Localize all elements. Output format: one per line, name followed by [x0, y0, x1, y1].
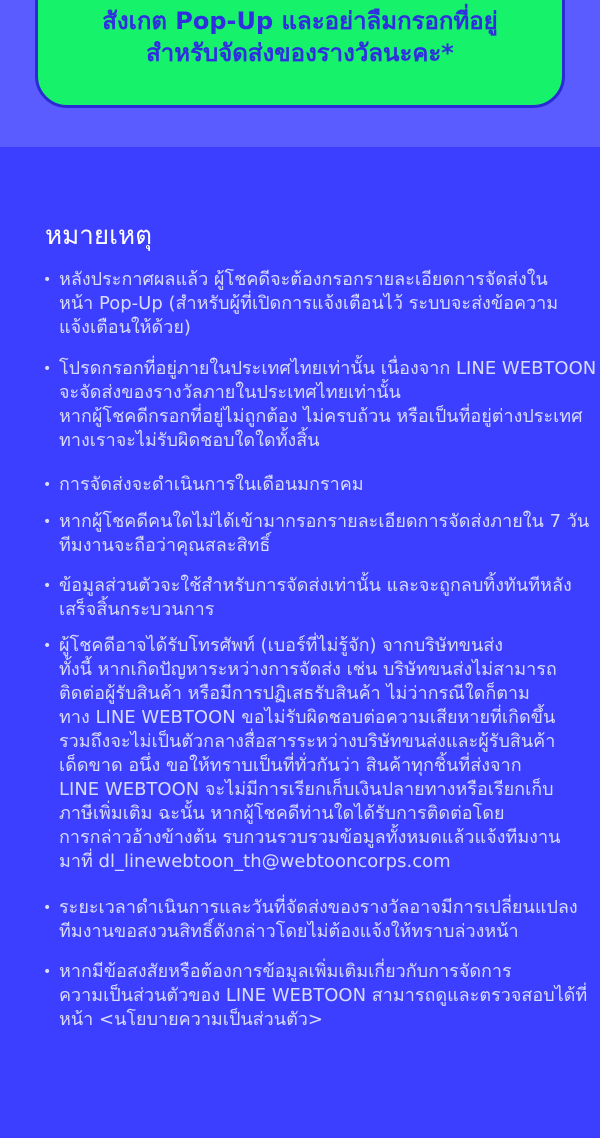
note-line: หน้า <นโยบายความเป็นส่วนตัว> [59, 1009, 323, 1030]
reminder-banner [35, 0, 565, 108]
note-line: • หากผู้โชคดีคนใดไม่ได้เข้ามากรอกรายละเอียดการจัดส่งภายใน 7 วัน [59, 511, 590, 532]
note-item [40, 634, 585, 874]
note-line: • การจัดส่งจะดำเนินการในเดือนมกราคม [59, 474, 364, 495]
notes-list [40, 268, 597, 1032]
note-line: ทาง LINE WEBTOON ขอไม่รับผิดชอบต่อความเสียหายที่เกิดขึ้น [59, 707, 556, 728]
note-item [40, 268, 585, 340]
note-line: ทางเราจะไม่รับผิดชอบใดใดทั้งสิ้น [59, 430, 320, 451]
note-item [40, 473, 585, 497]
note-line: ทีมงานจะถือว่าคุณสละสิทธิ์ [59, 535, 271, 556]
reminder-line-1: สังเกต Pop-Up และอย่าลืมกรอกที่อยู่ [102, 7, 498, 35]
note-line: จะจัดส่งของรางวัลภายในประเทศไทยเท่านั้น [59, 382, 401, 403]
note-item [40, 357, 597, 453]
note-line: แจ้งเตือนให้ด้วย) [59, 317, 191, 338]
note-line: เด็ดขาด อนึ่ง ขอให้ทราบเป็นที่ทั่วกันว่า สินค้าทุกชิ้นที่ส่งจาก [59, 755, 522, 776]
note-line: ทั้งนี้ หากเกิดปัญหาระหว่างการจัดส่ง เช่น บริษัทขนส่งไม่สามารถ [59, 659, 557, 680]
note-line: ความเป็นส่วนตัวของ LINE WEBTOON สามารถดูและตรวจสอบได้ที่ [59, 985, 588, 1006]
note-line: • หลังประกาศผลแล้ว ผู้โชคดีจะต้องกรอกรายละเอียดการจัดส่งใน [59, 269, 548, 290]
note-line: เสร็จสิ้นกระบวนการ [59, 599, 215, 620]
note-line: • หากมีข้อสงสัยหรือต้องการข้อมูลเพิ่มเติมเกี่ยวกับการจัดการ [59, 961, 512, 982]
note-line: รวมถึงจะไม่เป็นตัวกลางสื่อสารระหว่างบริษัทขนส่งและผู้รับสินค้า [59, 731, 556, 752]
note-line: • ผู้โชคดีอาจได้รับโทรศัพท์ (เบอร์ที่ไม่รู้จัก) จากบริษัทขนส่ง [59, 635, 504, 656]
note-line: มาที่ dl_linewebtoon_th@webtooncorps.com [59, 851, 451, 872]
note-item [40, 510, 590, 558]
note-line: ติดต่อผู้รับสินค้า หรือมีการปฏิเสธรับสินค้า ไม่ว่ากรณีใดก็ตาม [59, 683, 530, 704]
reminder-line-2: สำหรับจัดส่งของรางวัลนะคะ* [146, 39, 454, 67]
note-item [40, 960, 588, 1032]
note-item [40, 896, 585, 944]
note-line: ทีมงานขอสงวนสิทธิ์ดังกล่าวโดยไม่ต้องแจ้งให้ทราบล่วงหน้า [59, 921, 519, 942]
note-line: • ข้อมูลส่วนตัวจะใช้สำหรับการจัดส่งเท่านั้น และจะถูกลบทิ้งทันทีหลัง [59, 575, 572, 596]
note-line: การกล่าวอ้างข้างต้น รบกวนรวบรวมข้อมูลทั้งหมดแล้วแจ้งทีมงาน [59, 827, 561, 848]
note-line: LINE WEBTOON จะไม่มีการเรียกเก็บเงินปลายทางหรือเรียกเก็บ [59, 779, 554, 800]
notes-title: หมายเหตุ [45, 221, 153, 251]
note-item [40, 574, 585, 622]
note-line: • โปรดกรอกที่อยู่ภายในประเทศไทยเท่านั้น เนื่องจาก LINE WEBTOON [59, 358, 597, 379]
note-line: หน้า Pop-Up (สำหรับผู้ที่เปิดการแจ้งเตือนไว้ ระบบจะส่งข้อความ [59, 293, 559, 314]
note-line: ภาษีเพิ่มเติม ฉะนั้น หากผู้โชคดีท่านใดได้รับการติดต่อโดย [59, 803, 505, 824]
note-line: • ระยะเวลาดำเนินการและวันที่จัดส่งของรางวัลอาจมีการเปลี่ยนแปลง [59, 897, 578, 918]
note-line: หากผู้โชคดีกรอกที่อยู่ไม่ถูกต้อง ไม่ครบถ้วน หรือเป็นที่อยู่ต่างประเทศ [59, 406, 583, 427]
